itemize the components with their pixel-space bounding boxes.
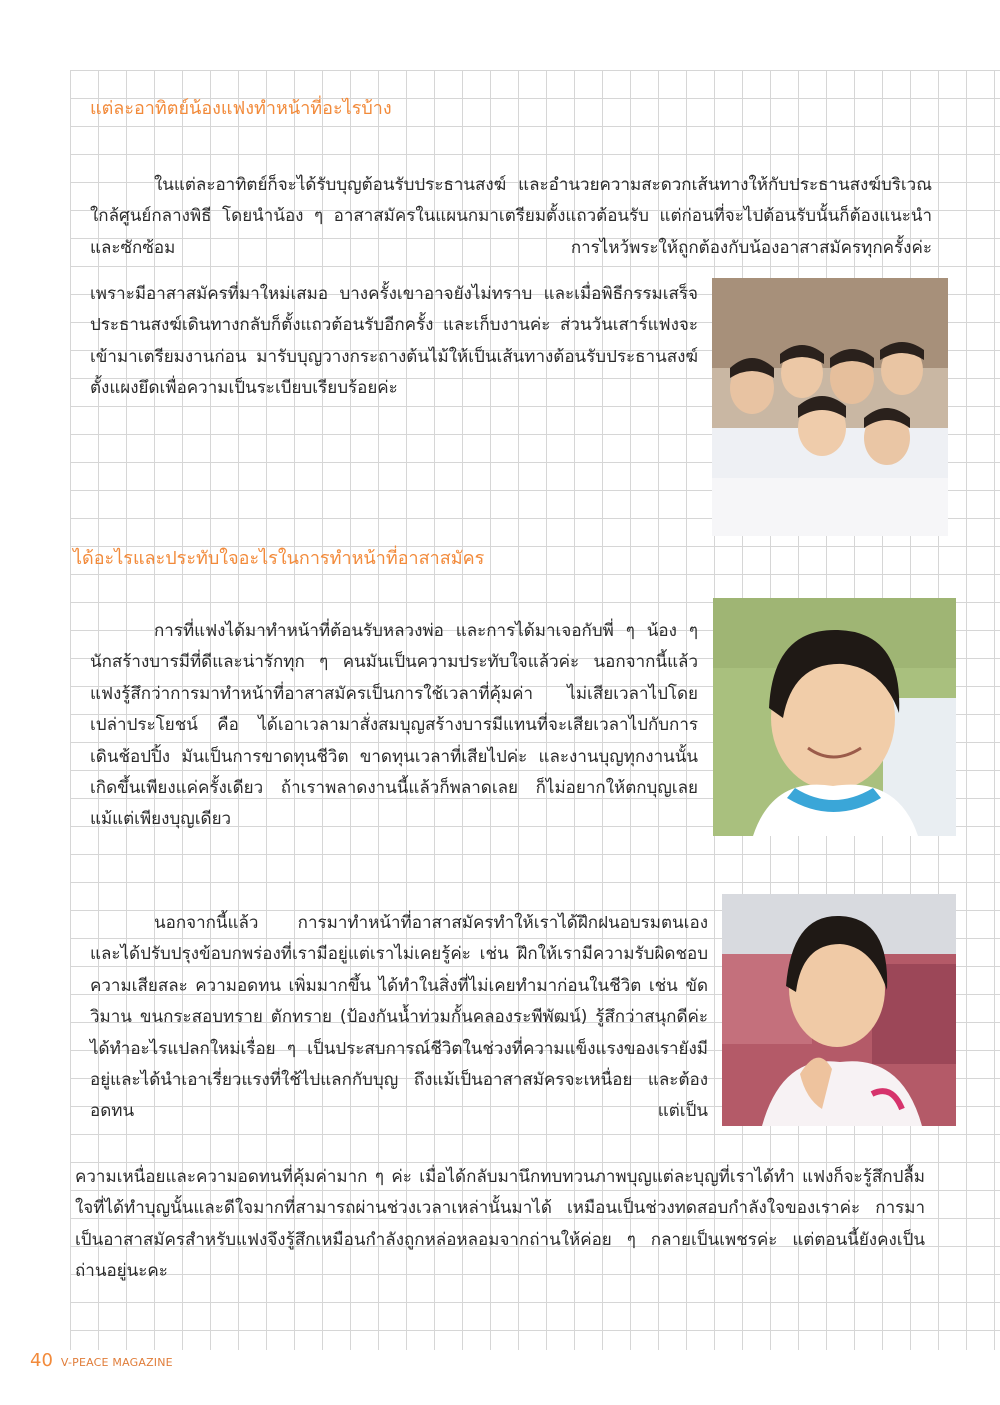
- paragraph-impressions-1: การที่แฟงได้มาทำหน้าที่ต้อนรับหลวงพ่อ และการได้มาเจอกับพี่ ๆ น้อง ๆ นักสร้างบารมีที่ดีและน่ารักทุก ๆ คนมันเป็นความประทับใจแล้วค่ะ นอกจากนี้แล้วแฟงรู้สึกว่าการมาทำหน้าที่อาสาสมัครเป็นการใช้เวลาที่คุ้มค่า ไม่เสียเวลาไปโดยเปล่าประโยชน์ คือ ได้เอาเวลามาสั่งสมบุญสร้างบารมีแทนที่จะเสียเวลาไปกับการเดินช้อปปิ้ง มันเป็นการขาดทุนชีวิต ขาดทุนเวลาที่เสียไปค่ะ และงานบุญทุกงานนั้นเกิดขึ้นเพียงแค่ครั้งเดียว ถ้าเราพลาดงานนี้แล้วก็พลาดเลย ก็ไม่อยากให้ตกบุญเลยแม้แต่เพียงบุญเดียว: [90, 621, 698, 830]
- photo-volunteer-praying: [722, 894, 956, 1126]
- paragraph-weekly-duties-1: ในแต่ละอาทิตย์ก็จะได้รับบุญต้อนรับประธานสงฆ์ และอำนวยความสะดวกเส้นทางให้กับประธานสงฆ์บริเวณใกล้ศูนย์กลางพิธี โดยนำน้อง ๆ อาสาสมัครในแผนกมาเตรียมตั้งแถวต้อนรับ แต่ก่อนที่จะไปต้อนรับนั้นก็ต้องแนะนำ และซักซ้อม การไหว้พระให้ถูกต้องกับน้องอาสาสมัครทุกครั้งค่ะ: [90, 175, 932, 258]
- paragraph-impressions-3: ความเหนื่อยและความอดทนที่คุ้มค่ามาก ๆ ค่ะ เมื่อได้กลับมานึกทบทวนภาพบุญแต่ละบุญที่เราได้ทำ แฟงก็จะรู้สึกปลื้มใจที่ได้ทำบุญนั้นและดีใจมากที่สามารถผ่านช่วงเวลาเหล่านั้นมาได้ เหมือนเป็นช่วงทดสอบกำลังใจของเราค่ะ การมาเป็นอาสาสมัครสำหรับแฟงจึงรู้สึกเหมือนกำลังถูกหล่อหลอมจากถ่านให้ค่อย ๆ กลายเป็นเพชรค่ะ แต่ตอนนี้ยังคงเป็นถ่านอยู่นะคะ: [75, 1167, 925, 1282]
- magazine-name: V-PEACE MAGAZINE: [60, 1356, 173, 1369]
- paragraph-weekly-duties-2: เพราะมีอาสาสมัครที่มาใหม่เสมอ บางครั้งเขาอาจยังไม่ทราบ และเมื่อพิธีกรรมเสร็จ ประธานสงฆ์เดินทางกลับก็ตั้งแถวต้อนรับอีกครั้ง และเก็บงานค่ะ ส่วนวันเสาร์แฟงจะเข้ามาเตรียมงานก่อน มารับบุญวางกระถางต้นไม้ให้เป็นเส้นทางต้อนรับประธานสงฆ์ ตั้งแผงยึดเพื่อความเป็นระเบียบเรียบร้อยค่ะ: [90, 284, 698, 399]
- photo-smiling-volunteer: [713, 598, 956, 836]
- paragraph-impressions-2: นอกจากนี้แล้ว การมาทำหน้าที่อาสาสมัครทำให้เราได้ฝึกฝนอบรมตนเอง และได้ปรับปรุงข้อบกพร่องที่เรามีอยู่แต่เราไม่เคยรู้ค่ะ เช่น ฝึกให้เรามีความรับผิดชอบ ความเสียสละ ความอดทน เพิ่มมากขึ้น ได้ทำในสิ่งที่ไม่เคยทำมาก่อนในชีวิต เช่น ขัดวิมาน ขนกระสอบทราย ตักทราย (ป้องกันน้ำท่วมกั้นคลองระพีพัฒน์) รู้สึกว่าสนุกดีค่ะ ได้ทำอะไรแปลกใหม่เรื่อย ๆ เป็นประสบการณ์ชีวิตในช่วงที่ความแข็งแรงของเรายังมีอยู่และได้นำเอาเรี่ยวแรงที่ใช้ไปแลกกับบุญ ถึงแม้เป็นอาสาสมัครจะเหนื่อย และต้องอดทน แต่เป็น: [90, 913, 708, 1122]
- section-heading-weekly-duties: แต่ละอาทิตย์น้องแฟงทำหน้าที่อะไรบ้าง: [90, 98, 392, 119]
- photo-volunteer-group: [712, 278, 948, 536]
- page-footer: [30, 1350, 173, 1371]
- section-heading-impressions: ได้อะไรและประทับใจอะไรในการทำหน้าที่อาสาสมัคร: [73, 548, 485, 569]
- page-number: 40: [30, 1350, 53, 1371]
